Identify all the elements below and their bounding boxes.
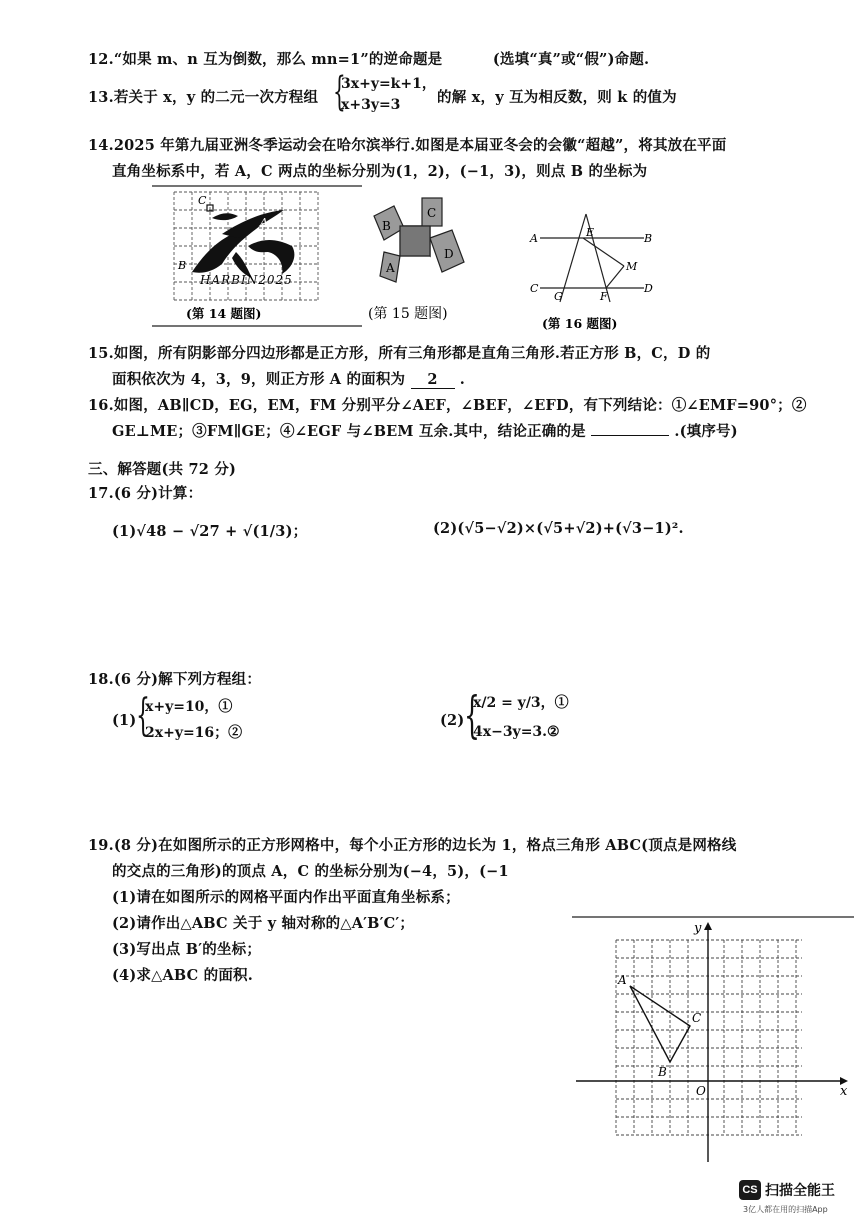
q18-p1-eq2: 2x+y=16；② <box>145 725 243 741</box>
q18-p2-eq1: x/2 = y/3，① <box>473 695 569 711</box>
triangle-abc <box>630 986 690 1062</box>
q19-line2: 的交点的三角形)的顶点 A，C 的坐标分别为(−4，5)，(−1 <box>112 863 509 880</box>
fig15-label-d: D <box>444 247 454 261</box>
fig19-label-c: C <box>692 1011 702 1025</box>
q19-step3: (3)写出点 B′的坐标； <box>112 941 262 958</box>
q15-text-a: 面积依次为 4，3，9，则正方形 A 的面积为 <box>112 371 406 388</box>
q12-text-a: 12.“如果 m、n 互为倒数，那么 mn=1”的逆命题是 <box>88 51 443 68</box>
q19-step2: (2)请作出△ABC 关于 y 轴对称的△A′B′C′； <box>112 915 415 932</box>
watermark-name: 扫描全能王 <box>765 1183 835 1199</box>
q15-line1: 15.如图，所有阴影部分四边形都是正方形，所有三角形都是直角三角形.若正方形 B，C，D 的 <box>88 345 711 362</box>
q18-p2-eq2: 4x−3y=3.② <box>473 724 560 740</box>
fig19-axis-y: y <box>694 921 702 936</box>
fig14-harbin: HARBIN2025 <box>200 273 293 287</box>
emblem-icon <box>192 210 294 278</box>
fig15-label-c: C <box>427 206 437 220</box>
q14-line1: 14.2025 年第九届亚洲冬季运动会在哈尔滨举行.如图是本届亚冬会的会徽“超越”，将其放在平面 <box>88 137 727 154</box>
fig14-label-c: C <box>198 194 207 207</box>
fig16-label-a: A <box>530 232 538 245</box>
q19-step1: (1)请在如图所示的网格平面内作出平面直角坐标系； <box>112 889 460 906</box>
q13-eq1: 3x+y=k+1， <box>341 76 436 92</box>
q16-text-a: GE⊥ME；③FM∥GE；④∠EGF 与∠BEM 互余.其中，结论正确的是 <box>112 423 586 440</box>
q15-answer: 2 <box>411 371 455 389</box>
cs-badge-icon: CS <box>739 1180 761 1200</box>
q18-p2-label: (2) <box>440 712 465 729</box>
fig19-axis-x: x <box>840 1084 848 1099</box>
q16-line1: 16.如图，AB∥CD，EG，EM，FM 分别平分∠AEF，∠BEF，∠EFD，有下列结论：①∠EMF=90°；② <box>88 397 807 414</box>
fig15-label-b: B <box>382 219 391 233</box>
q18-p1-brace: { <box>136 690 150 741</box>
q18-p2-brace: { <box>464 686 480 744</box>
q18-p1-label: (1) <box>112 712 137 729</box>
fig19-grid <box>572 910 862 1170</box>
q17-title: 17.(6 分)计算： <box>88 485 203 502</box>
fig19-label-b: B <box>658 1065 667 1079</box>
q17-part2: (2)(√5−√2)×(√5+√2)+(√3−1)². <box>433 520 684 537</box>
fig16-label-d: D <box>644 282 653 295</box>
q13-brace: { <box>333 69 346 115</box>
watermark-sub: 3亿人都在用的扫描App <box>743 1205 828 1214</box>
fig19-label-a: A <box>618 973 627 987</box>
fig19-origin: O <box>696 1084 706 1098</box>
camscanner-watermark <box>739 1178 859 1218</box>
fig16-label-m: M <box>626 260 638 273</box>
q12-text-b: (选填“真”或“假”)命题. <box>492 51 650 68</box>
fig16-label-e: E <box>586 226 595 239</box>
q13-text-a: 13.若关于 x，y 的二元一次方程组 <box>88 89 319 106</box>
q18-title: 18.(6 分)解下列方程组： <box>88 671 262 688</box>
fig16-label-b: B <box>644 232 653 245</box>
q19-line1: 19.(8 分)在如图所示的正方形网格中，每个小正方形的边长为 1，格点三角形 ABC(顶点是网格线 <box>88 837 737 854</box>
q13-eq2: x+3y=3 <box>341 97 401 113</box>
fig15-caption: (第 15 题图) <box>368 306 448 322</box>
q16-text-b: .(填序号) <box>674 423 738 440</box>
q14-line2: 直角坐标系中，若 A，C 两点的坐标分别为(1，2)，(−1，3)，则点 B 的坐标为 <box>112 163 648 180</box>
fig16 <box>528 206 678 336</box>
q17-part1: (1)√48 − √27 + √(1/3)； <box>112 523 308 540</box>
section-title: 三、解答题(共 72 分) <box>88 461 237 478</box>
fig14-label-b: B <box>178 259 187 272</box>
fig16-caption: (第 16 题图) <box>542 316 618 331</box>
q13-text-b: 的解 x，y 互为相反数，则 k 的值为 <box>437 89 677 106</box>
fig14-label-a: A <box>260 216 268 229</box>
q15-text-b: . <box>459 371 466 388</box>
fig14 <box>152 182 372 330</box>
grid-lines <box>616 940 802 1135</box>
fig15 <box>360 192 480 332</box>
q12-line <box>88 48 649 69</box>
fig16-label-c: C <box>530 282 539 295</box>
fig14-caption: (第 14 题图) <box>186 306 262 321</box>
q16-blank <box>591 435 669 436</box>
fig15-label-a: A <box>386 261 395 275</box>
q16-line2 <box>112 420 738 441</box>
q15-line2 <box>112 368 465 389</box>
q18-p1-eq1: x+y=10，① <box>145 699 233 715</box>
q19-step4: (4)求△ABC 的面积. <box>112 967 253 984</box>
fig16-label-g: G <box>554 290 563 303</box>
fig16-label-f: F <box>600 290 608 303</box>
